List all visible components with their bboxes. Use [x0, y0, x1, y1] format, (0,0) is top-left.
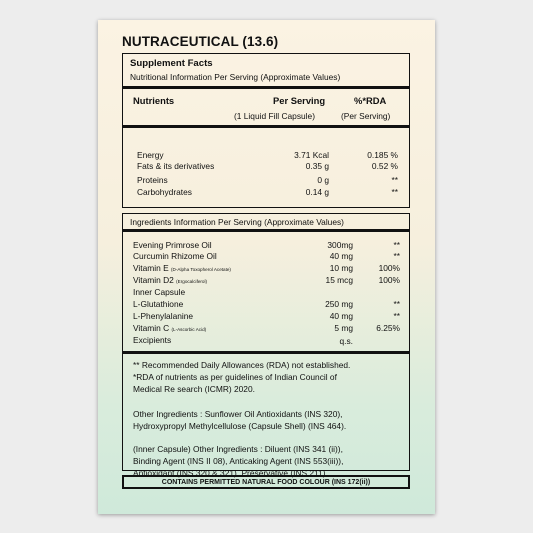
nutrient-rda: **: [391, 175, 398, 185]
nutrient-rda: 0.52 %: [371, 161, 398, 171]
ingredient-rda: 6.25%: [376, 323, 400, 333]
ingredient-rda: 100%: [378, 275, 400, 285]
ingredient-value: 5 mg: [334, 323, 353, 333]
inner-capsule-ingredients: Antioxidant (INS 320 & 321), Preservative (INS 211).: [133, 468, 328, 478]
ingredient-name: [133, 323, 206, 335]
ingredient-rda: **: [393, 240, 400, 250]
ingredient-label: Vitamin C: [133, 323, 170, 333]
rda-note: ** Recommended Daily Allowances (RDA) not established.: [133, 360, 351, 370]
food-colour-banner: [122, 475, 410, 489]
facts-subheading: Nutritional Information Per Serving (Approximate Values): [130, 72, 341, 82]
ingredient-subtext: (Ergocalciferol): [176, 279, 208, 284]
ingredients-heading: Ingredients Information Per Serving (Approximate Values): [130, 217, 344, 227]
ingredient-value: 40 mg: [329, 311, 353, 321]
ingredients-box: [122, 213, 410, 478]
other-ingredients: Hydroxypropyl Methylcellulose (Capsule Shell) (INS 464).: [133, 421, 347, 431]
divider: [123, 86, 409, 89]
divider: [123, 229, 409, 232]
rda-note: Medical Re search (ICMR) 2020.: [133, 384, 255, 394]
facts-heading: Supplement Facts: [130, 58, 213, 69]
ingredient-rda: **: [393, 311, 400, 321]
nutrient-rda: **: [391, 187, 398, 197]
ingredient-value: q.s.: [339, 336, 353, 346]
col-rda-sub: (Per Serving): [341, 111, 391, 121]
label-card: [98, 20, 435, 514]
ingredient-name: Evening Primrose Oil: [133, 240, 212, 250]
product-title: NUTRACEUTICAL (13.6): [122, 34, 279, 49]
nutrient-name: Energy: [137, 150, 164, 160]
ingredient-subtext: (L-Ascorbic Acid): [171, 327, 207, 332]
nutrient-name: Fats & its derivatives: [137, 161, 215, 171]
nutrient-value: 0.35 g: [305, 161, 329, 171]
nutrient-value: 0 g: [317, 175, 329, 185]
nutrient-value: 0.14 g: [305, 187, 329, 197]
ingredient-value: 10 mg: [329, 263, 353, 273]
supplement-facts-box: [122, 53, 410, 208]
ingredient-label: Vitamin E: [133, 263, 169, 273]
ingredient-value: 15 mcg: [325, 275, 353, 285]
ingredient-rda: **: [393, 299, 400, 309]
ingredient-name: L-Phenylalanine: [133, 311, 194, 321]
col-per-serving-sub: (1 Liquid Fill Capsule): [234, 111, 315, 121]
food-colour-text: CONTAINS PERMITTED NATURAL FOOD COLOUR (INS 172(ii)): [161, 479, 371, 486]
other-ingredients: Other Ingredients : Sunflower Oil Antioxidants (INS 320),: [133, 409, 343, 419]
ingredient-value: 300mg: [327, 240, 353, 250]
nutrient-name: Carbohydrates: [137, 187, 192, 197]
ingredient-rda: 100%: [378, 263, 400, 273]
ingredient-name: [133, 275, 207, 287]
col-rda: %*RDA: [354, 95, 387, 106]
divider: [123, 351, 409, 354]
ingredient-name: [133, 263, 231, 275]
rda-note: *RDA of nutrients as per guidelines of Indian Council of: [133, 372, 337, 382]
ingredient-value: 40 mg: [329, 251, 353, 261]
ingredient-subtext: (D-Alpha Toxopherol Acetate): [171, 267, 231, 272]
ingredient-label: Vitamin D2: [133, 275, 174, 285]
ingredient-name: L-Glutathione: [133, 299, 184, 309]
ingredient-name: Excipients: [133, 335, 172, 345]
nutrient-rda: 0.185 %: [367, 150, 398, 160]
ingredient-name: Inner Capsule: [133, 287, 186, 297]
ingredient-rda: **: [393, 251, 400, 261]
col-nutrients: Nutrients: [133, 95, 175, 106]
divider: [123, 125, 409, 128]
inner-capsule-ingredients: Binding Agent (INS II 08), Anticaking Agent (INS 553(iii)),: [133, 456, 344, 466]
ingredient-value: 250 mg: [325, 299, 353, 309]
inner-capsule-ingredients: (Inner Capsule) Other Ingredients : Diluent (INS 341 (ii)),: [133, 444, 343, 454]
col-per-serving: Per Serving: [273, 95, 326, 106]
nutrient-value: 3.71 Kcal: [294, 150, 329, 160]
nutrient-name: Proteins: [137, 175, 168, 185]
ingredient-name: Curcumin Rhizome Oil: [133, 251, 217, 261]
